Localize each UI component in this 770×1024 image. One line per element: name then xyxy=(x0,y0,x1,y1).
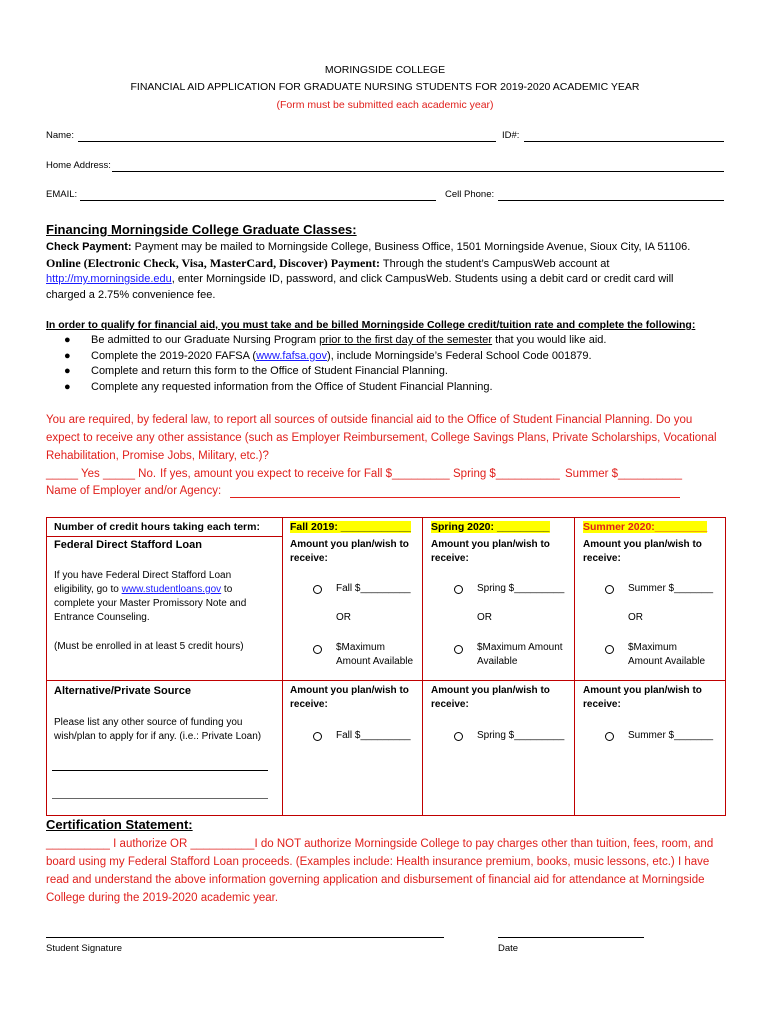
check-payment-label: Check Payment: xyxy=(46,241,132,253)
qualify-item-2: Complete the 2019-2020 FAFSA (www.fafsa.gov), include Morningside’s Federal School Code 001879. xyxy=(91,350,592,362)
address-field[interactable] xyxy=(112,171,724,172)
employer-label: Name of Employer and/or Agency: xyxy=(46,485,222,497)
form-note: (Form must be submitted each academic year) xyxy=(276,99,494,111)
or-summer: OR xyxy=(628,612,643,623)
table-divider-3 xyxy=(574,517,575,815)
alt-source-field-1[interactable] xyxy=(52,770,268,771)
alt-fall-amount: Fall $_________ xyxy=(336,730,411,741)
stafford-heading: Federal Direct Stafford Loan xyxy=(54,539,202,551)
certification-line-3: read and understand the above information governing application and disbursement of financial aid for attendance at Morningside xyxy=(46,874,705,886)
alt-spring-radio[interactable] xyxy=(454,732,463,741)
certification-heading: Certification Statement: xyxy=(46,817,193,832)
certification-line-4: College during the 2019-2020 academic year. xyxy=(46,892,279,904)
form-title: FINANCIAL AID APPLICATION FOR GRADUATE NURSING STUDENTS FOR 2019-2020 ACADEMIC YEAR xyxy=(130,81,640,93)
qualify-item-4: Complete any requested information from the Office of Student Financial Planning. xyxy=(91,381,493,393)
alt-summer-amount: Summer $_______ xyxy=(628,730,714,741)
bullet-icon: ● xyxy=(64,365,71,377)
table-divider-2 xyxy=(422,517,423,815)
spring-max-radio[interactable] xyxy=(454,645,463,654)
check-payment-text: Payment may be mailed to Morningside College, Business Office, 1501 Morningside Avenue, Sioux City, IA 51106. xyxy=(131,241,691,253)
spring-amount: Spring $__________ xyxy=(453,468,560,480)
or-fall: OR xyxy=(336,612,351,623)
alternative-heading: Alternative/Private Source xyxy=(54,685,191,697)
online-payment xyxy=(46,256,746,272)
certification-line-2: board using my Federal Stafford Loan proceeds. (Examples include: Health insurance premium, books, music lessons, etc.) I have xyxy=(46,856,710,868)
table-divider-1 xyxy=(282,517,283,815)
qualify-heading: In order to qualify for financial aid, you must take and be billed Morningside College credit/tuition rate and complete the following: xyxy=(46,319,696,331)
spring-amount-radio[interactable] xyxy=(454,585,463,594)
fall-credit-field[interactable]: Fall 2019: ____________ xyxy=(290,521,411,533)
stafford-info: If you have Federal Direct Stafford Loan eligibility, go to www.studentloans.gov to complete your Master Promissory Note and Entrance Counseling. xyxy=(54,570,247,623)
alternative-info: Please list any other source of funding you wish/plan to apply for if any. (i.e.: Private Loan) xyxy=(54,717,262,742)
credit-hours-label: Number of credit hours taking each term: xyxy=(54,521,260,533)
check-payment xyxy=(46,240,736,255)
studentloans-link[interactable]: www.studentloans.gov xyxy=(121,584,222,595)
financing-heading: Financing Morningside College Graduate Classes: xyxy=(46,222,357,237)
alt-summer-amount-label: Amount you plan/wish to receive: xyxy=(583,685,702,710)
qualify-item-3: Complete and return this form to the Office of Student Financial Planning. xyxy=(91,365,448,377)
spring-max-label: $Maximum Amount Available xyxy=(477,642,563,667)
fall-max-label: $Maximum Amount Available xyxy=(336,642,414,667)
bullet-icon: ● xyxy=(64,381,71,393)
date-field[interactable] xyxy=(498,937,644,938)
qualify-item-1: Be admitted to our Graduate Nursing Program prior to the first day of the semester that you would like aid. xyxy=(91,334,607,346)
fall-amount-radio[interactable] xyxy=(313,585,322,594)
federal-line-2: expect to receive any other assistance (such as Employer Reimbursement, College Savings Plans, Private Scholarships, Vocational xyxy=(46,432,717,444)
bullet-icon: ● xyxy=(64,350,71,362)
stafford-summer-amount: Summer $_______ xyxy=(628,583,714,594)
table-border-top xyxy=(46,517,726,518)
fall-max-radio[interactable] xyxy=(313,645,322,654)
alt-summer-radio[interactable] xyxy=(605,732,614,741)
table-border-bottom xyxy=(46,815,726,816)
stafford-spring-amount-label: Amount you plan/wish to receive: xyxy=(431,539,550,564)
stafford-summer-amount-label: Amount you plan/wish to receive: xyxy=(583,539,702,564)
table-border-left xyxy=(46,517,47,815)
signature-field[interactable] xyxy=(46,937,444,938)
cell-field[interactable] xyxy=(498,200,724,201)
fall-amount: If yes, amount you expect to receive for Fall $_________ xyxy=(160,468,450,480)
email-label: EMAIL: xyxy=(46,189,78,200)
table-header-underline xyxy=(46,536,282,537)
or-spring: OR xyxy=(477,612,492,623)
signature-label: Student Signature xyxy=(46,943,123,954)
no-option[interactable]: _____ No. xyxy=(103,468,157,480)
stafford-spring-amount: Spring $_________ xyxy=(477,583,565,594)
alt-fall-radio[interactable] xyxy=(313,732,322,741)
table-border-right xyxy=(725,517,726,815)
id-field[interactable] xyxy=(524,141,724,142)
college-name: MORINGSIDE COLLEGE xyxy=(324,64,446,76)
enrolled-note: (Must be enrolled in at least 5 credit hours) xyxy=(54,641,244,652)
summer-amount: Summer $__________ xyxy=(565,468,682,480)
alt-spring-amount: Spring $_________ xyxy=(477,730,565,741)
stafford-fall-amount: Fall $_________ xyxy=(336,583,411,594)
campusweb-link[interactable]: http://my.morningside.edu xyxy=(46,273,172,285)
table-border-mid xyxy=(46,680,726,681)
federal-line-1: You are required, by federal law, to report all sources of outside financial aid to the Office of Student Financial Planning. Do you xyxy=(46,414,693,426)
summer-amount-radio[interactable] xyxy=(605,585,614,594)
id-label: ID#: xyxy=(502,130,520,141)
summer-credit-field[interactable]: Summer 2020:_________ xyxy=(583,521,708,533)
online-payment-text2: , enter Morningside ID, password, and click CampusWeb. Students using a debit card or credit card will xyxy=(171,273,674,285)
online-payment-line2 xyxy=(46,272,746,287)
alt-spring-amount-label: Amount you plan/wish to receive: xyxy=(431,685,550,710)
stafford-fall-amount-label: Amount you plan/wish to receive: xyxy=(290,539,409,564)
certification-line-1: __________ I authorize OR __________I do NOT authorize Morningside College to pay charges other than tuition, fees, room, and xyxy=(46,838,714,850)
alt-fall-amount-label: Amount you plan/wish to receive: xyxy=(290,685,409,710)
summer-max-radio[interactable] xyxy=(605,645,614,654)
alt-source-field-2[interactable] xyxy=(52,798,268,799)
online-payment-line3: charged a 2.75% convenience fee. xyxy=(46,289,216,301)
yes-option[interactable]: _____ Yes xyxy=(46,468,100,480)
bullet-icon: ● xyxy=(64,334,71,346)
federal-line-3: Rehabilitation, Promise Jobs, Military, etc.)? xyxy=(46,450,269,462)
online-payment-text: Through the student’s CampusWeb account at xyxy=(380,258,610,270)
cell-label: Cell Phone: xyxy=(445,189,495,200)
date-label: Date xyxy=(498,943,519,954)
summer-max-label: $Maximum Amount Available xyxy=(628,642,706,667)
online-payment-label: Online (Electronic Check, Visa, MasterCard, Discover) Payment: xyxy=(46,256,381,270)
email-field[interactable] xyxy=(80,200,436,201)
name-label: Name: xyxy=(46,130,74,141)
spring-credit-field[interactable]: Spring 2020: _________ xyxy=(431,521,550,533)
name-field[interactable] xyxy=(78,141,496,142)
fafsa-link[interactable]: www.fafsa.gov xyxy=(256,350,328,362)
employer-field[interactable] xyxy=(230,497,680,498)
address-label: Home Address: xyxy=(46,160,111,171)
